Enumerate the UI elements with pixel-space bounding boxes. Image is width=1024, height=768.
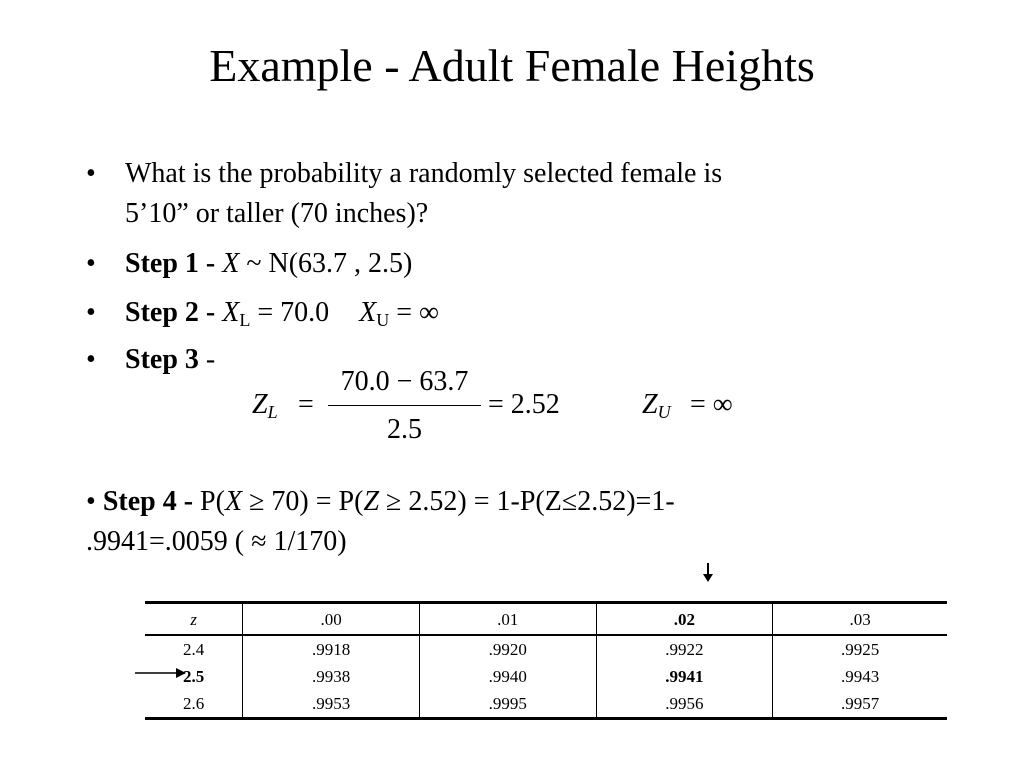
table-cell: 2.4 [145, 635, 243, 663]
bullet-glyph: • [86, 297, 96, 328]
table-header-cell: .03 [773, 603, 947, 636]
table-cell: .9920 [419, 635, 596, 663]
step4-bullet: • [86, 486, 96, 517]
fraction-bar [328, 405, 481, 406]
arrow-down-icon [701, 563, 715, 583]
zl-symbol: $Z_L$ [252, 389, 278, 422]
step2-sub-l: L [239, 310, 251, 330]
table-row [145, 690, 947, 719]
step4-line-2: .9941=.0059 ( ≈ 1/170) [86, 526, 347, 557]
table-cell: 2.6 [145, 690, 243, 719]
table-cell: .9957 [773, 690, 947, 719]
step2-label: Step 2 - [125, 297, 216, 328]
zu-value: = ∞ [690, 389, 733, 420]
table-row [145, 635, 947, 663]
fraction-numerator: 70.0 − 63.7 [340, 366, 469, 397]
step3-label: Step 3 [125, 344, 199, 375]
slide-title: Example - Adult Female Heights [209, 40, 815, 91]
step3-text [125, 340, 215, 380]
step1-label: Step 1 - [125, 248, 216, 279]
question-line-2: 5’10” or taller (70 inches)? [125, 198, 429, 229]
table-cell: .9941 [596, 663, 773, 690]
table-header-row [145, 603, 947, 636]
step2-var-u: X [359, 297, 377, 328]
step2-val-u: = ∞ [389, 297, 440, 328]
zu-symbol: $Z_U$ [642, 389, 671, 422]
table-row [145, 663, 947, 690]
step3-dash: - [198, 344, 216, 375]
zl-result: = 2.52 [488, 389, 560, 420]
table-cell: .9953 [243, 690, 420, 719]
step4-label: Step 4 - [102, 486, 194, 517]
zl-equals: = [298, 389, 314, 420]
step4-text: • Step 4 - P(X ≥ 70) = P(Z ≥ 2.52) = 1-P(Z≤2.52)=1- .9941=.0059 ( ≈ 1/170) [86, 486, 675, 557]
table-cell: .9925 [840, 640, 880, 659]
table-cell: .9940 [419, 663, 596, 690]
table-cell: .9943 [840, 667, 880, 686]
table-header-cell: .01 [419, 603, 596, 636]
z-table [145, 601, 947, 720]
step2-var-l: X [222, 297, 240, 328]
step2-text [125, 293, 439, 333]
table-cell: .9956 [596, 690, 773, 719]
bullet-glyph: • [86, 248, 96, 279]
fraction-denominator: 2.5 [387, 414, 422, 445]
step1-text [125, 244, 412, 284]
bullet-glyph: • [86, 344, 96, 375]
step1-var: X [222, 248, 240, 279]
table-header-cell: .00 [243, 603, 420, 636]
table-header-cell: z [145, 603, 243, 636]
step1-rest: ~ N(63.7 , 2.5) [239, 248, 413, 279]
table-cell: .9938 [243, 663, 420, 690]
step2-val-l: = 70.0 [250, 297, 330, 328]
question-line-1: What is the probability a randomly selected female is [125, 158, 723, 189]
step2-sub-u: U [376, 310, 390, 330]
table-header-cell: .02 [596, 603, 773, 636]
table-cell: .9922 [596, 635, 773, 663]
table-cell: .9995 [419, 690, 596, 719]
table-cell: 2.5 [145, 663, 243, 690]
bullet-glyph: • [86, 158, 96, 189]
table-cell: .9918 [243, 635, 420, 663]
